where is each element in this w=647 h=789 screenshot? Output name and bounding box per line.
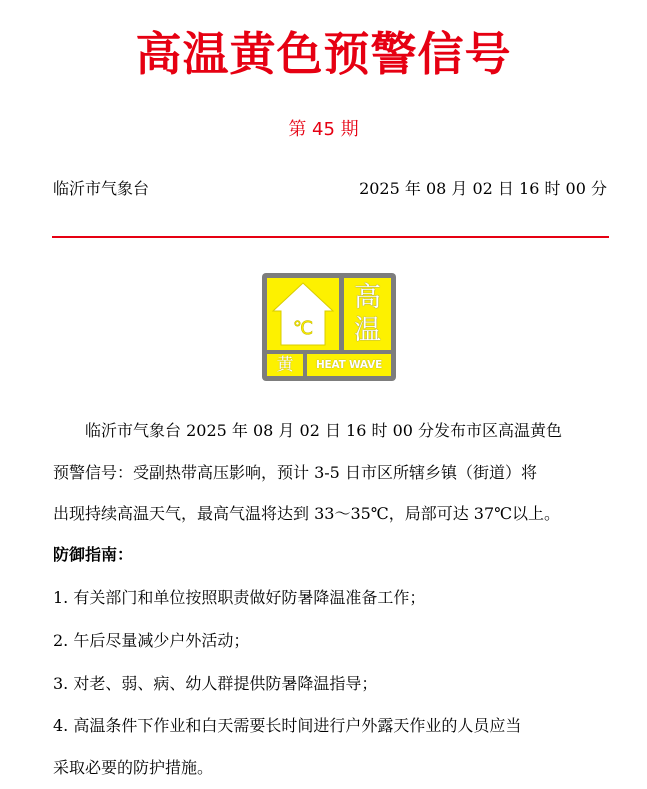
signal-color-char: 黄: [267, 354, 303, 376]
body-line-1: 临沂市气象台 2025 年 08 月 02 日 16 时 00 分发布市区高温黄色: [85, 421, 563, 440]
guidance-item: 1. 有关部门和单位按照职责做好防暑降温准备工作；: [53, 588, 426, 607]
signal-big-characters: [344, 278, 391, 350]
signal-char-gao: 高: [354, 282, 381, 313]
issue-number: 第 45 期: [288, 119, 359, 140]
issuer: 临沂市气象台: [53, 179, 150, 198]
body-line-2: 预警信号：受副热带高压影响，预计 3-5 日市区所辖乡镇（街道）将: [53, 463, 537, 482]
guidance-item: 4. 高温条件下作业和白天需要长时间进行户外露天作业的人员应当: [53, 716, 522, 735]
guidance-heading: 防御指南：: [53, 545, 134, 564]
signal-char-wen: 温: [354, 315, 381, 346]
guidance-item: 2. 午后尽量减少户外活动；: [53, 631, 250, 650]
guidance-item: 采取必要的防护措施。: [53, 758, 214, 777]
celsius-symbol: ℃: [292, 318, 314, 339]
signal-english-label: HEAT WAVE: [307, 354, 391, 376]
issue-time: 2025 年 08 月 02 日 16 时 00 分: [359, 179, 607, 198]
thermometer-house-icon: [267, 278, 339, 350]
page-title: 高温黄色预警信号: [135, 27, 512, 81]
body-line-3: 出现持续高温天气，最高气温将达到 33～35℃，局部可达 37℃以上。: [53, 504, 561, 523]
heat-wave-yellow-signal-icon: [262, 273, 396, 381]
red-divider: [52, 236, 609, 238]
guidance-item: 3. 对老、弱、病、幼人群提供防暑降温指导；: [53, 674, 378, 693]
